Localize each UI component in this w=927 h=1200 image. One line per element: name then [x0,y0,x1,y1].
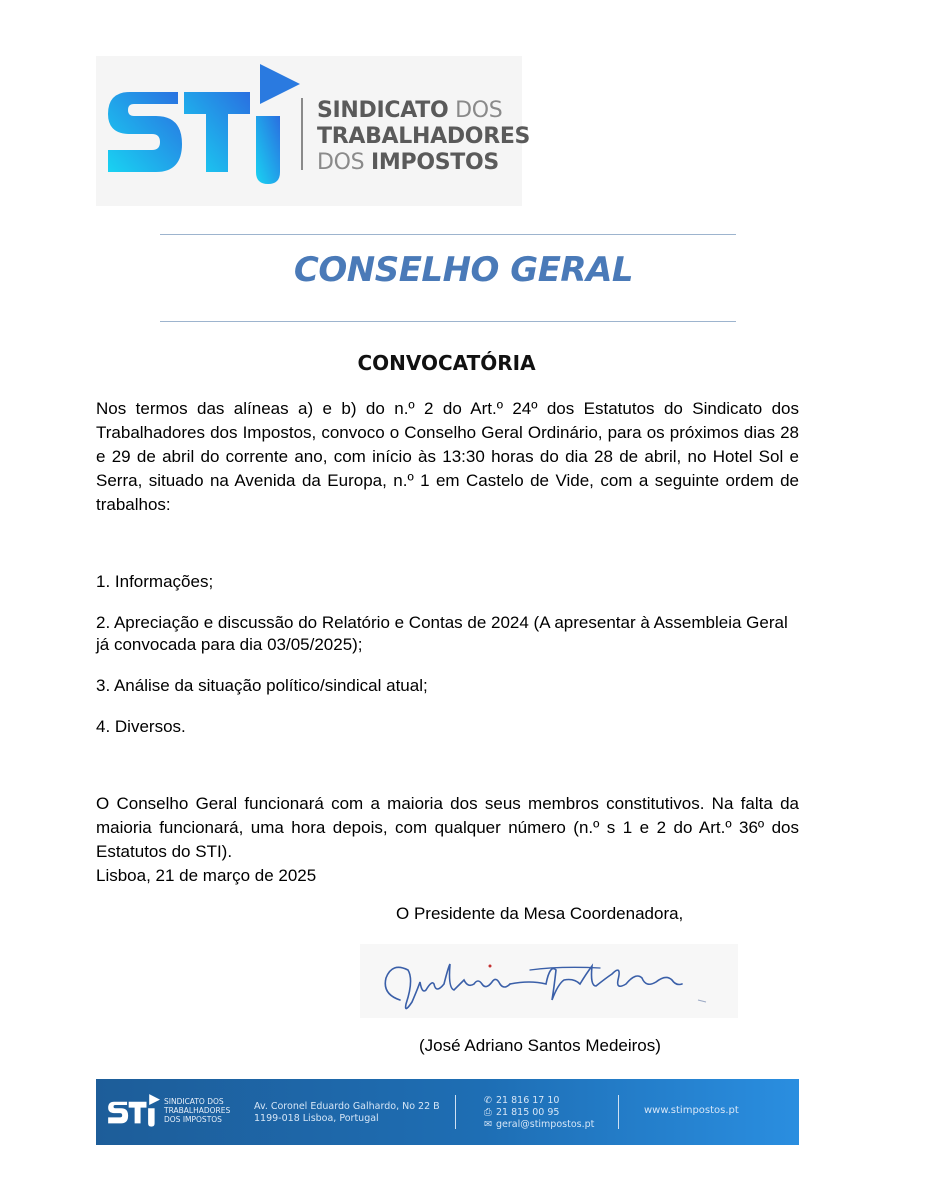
email-icon: ✉ [484,1119,492,1130]
title-bottom-rule [160,321,736,322]
handwritten-signature [360,944,738,1018]
footer-divider [455,1095,456,1129]
fax-icon: ⎙ [484,1107,492,1118]
agenda-item: 3. Análise da situação político/sindical atual; [96,676,428,695]
phone-icon: ✆ [484,1095,492,1106]
footer-email[interactable]: geral@stimpostos.pt [496,1119,595,1130]
footer-logo-wordmark: SINDICATO DOS TRABALHADORES DOS IMPOSTOS [164,1097,231,1124]
title-top-rule [160,234,736,235]
footer-logo-mark [106,1093,160,1131]
signature-title: O Presidente da Mesa Coordenadora, [396,904,684,923]
signer-name: (José Adriano Santos Medeiros) [419,1036,661,1055]
agenda-list [96,571,799,757]
footer-divider [618,1095,619,1129]
quorum-paragraph: O Conselho Geral funcionará com a maioria dos seus membros constitutivos. Na falta da maioria funcionará, uma hora depois, com qualquer número (n.º s 1 e 2 do Art.º 36º dos Estatutos do STI). [96,794,799,861]
agenda-item: 4. Diversos. [96,717,186,736]
sti-logo [96,56,531,206]
signature-scribble [360,944,738,1018]
footer-address: Av. Coronel Eduardo Galhardo, No 22 B 1199-018 Lisboa, Portugal [254,1101,440,1124]
document-subtitle: CONVOCATÓRIA [357,351,536,375]
agenda-item: 1. Informações; [96,572,214,591]
logo-divider [301,98,303,170]
intro-paragraph: Nos termos das alíneas a) e b) do n.º 2 do Art.º 24º dos Estatutos do Sindicato dos Trabalhadores dos Impostos, convoco o Conselho Geral Ordinário, para os próximos dias 28 e 29 de abril do corrente ano, com início às 13:30 horas do dia 28 de abril, no Hotel Sol e Serra, situado na Avenida da Europa, n.º 1 em Castelo de Vide, com a seguinte ordem de trabalhos: [96,399,799,514]
page-title: CONSELHO GERAL [293,250,634,290]
place-date: Lisboa, 21 de março de 2025 [96,866,317,885]
logo-wordmark: SINDICATO DOS TRABALHADORES DOS IMPOSTOS [317,98,531,175]
footer-banner [96,1079,799,1145]
footer-phone[interactable]: 21 816 17 10 [496,1095,560,1106]
footer-website-link[interactable]: www.stimpostos.pt [644,1105,739,1116]
sti-logo-mark [100,60,300,200]
footer-fax: 21 815 00 95 [496,1107,560,1118]
agenda-item: 2. Apreciação e discussão do Relatório e Contas de 2024 (A apresentar à Assembleia Geral já convocada para dia 03/05/2025); [96,613,788,654]
footer-contacts [484,1095,594,1131]
